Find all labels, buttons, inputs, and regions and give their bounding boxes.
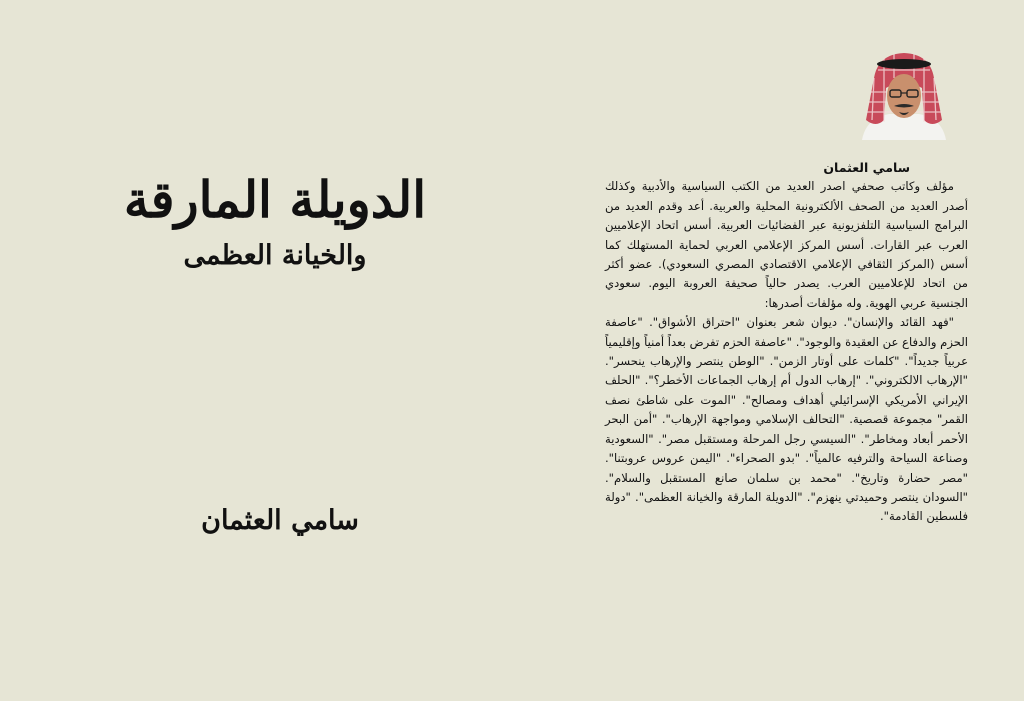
works-list: "فهد القائد والإنسان". ديوان شعر بعنوان "احتراق الأشواق". "عاصفة الحزم والدفاع عن العقيدة والوجود". "عاصفة الحزم تفرض بعداً أمنياً وإقليمياً عربياً جديداً". "كلمات على أوتار الزمن". "الوطن ينتصر والإرهاب ينحسر". "الإرهاب الالكتروني". "إرهاب الدول أم إرهاب الجماعات الأخطر؟". "الحلف الإيراني الأمريكي الإسرائيلي أهداف ومصالح". "الموت على شاطئ نصف القمر" مجموعة قصصية. "التحالف الإسلامي ومواجهة الإرهاب". "أمن البحر الأحمر أبعاد ومخاطر". "السيسي رجل المرحلة ومستقبل مصر". "السعودية وصناعة السياحة والترفيه عالمياً". "بدو الصحراء". "اليمن عروس عروبتنا". "مصر حضارة وتاريخ". "محمد بن سلمان صانع المستقبل والسلام". "السودان ينتصر وحميدتي ينهزم". "الدويلة المارقة والخيانة العظمى". "دولة فلسطين القادمة". (605, 315, 968, 524)
author-portrait-icon (844, 48, 964, 140)
cover-author-name: سامي العثمان (201, 505, 359, 536)
bio-author-name: سامي العثمان (823, 160, 910, 175)
bio-paragraph: مؤلف وكاتب صحفي اصدر العديد من الكتب السياسية والأدبية وكذلك أصدر العديد من الصحف الألكترونية المحلية والعربية. أعد وقدم العديد من البرامج السياسية التلفزيونية عبر الفضائيات العربية. أسس اتحاد الإعلاميين العرب عبر القارات. أسس المركز الإعلامي العربي لحماية المستهلك كما أسس (المركز الثقافي الإعلامي الاقتصادي المصري السعودي). عضو أكثر من اتحاد للإعلاميين العرب. يصدر حالياً صحيفة العروبة اليوم. سعودي الجنسية عربي الهوية. وله مؤلفات أصدرها: (605, 179, 968, 310)
book-title: الدويلة المارقة (123, 170, 427, 229)
back-cover-bio (605, 158, 968, 527)
front-cover (40, 170, 510, 271)
book-subtitle: والخيانة العظمى (183, 240, 367, 271)
